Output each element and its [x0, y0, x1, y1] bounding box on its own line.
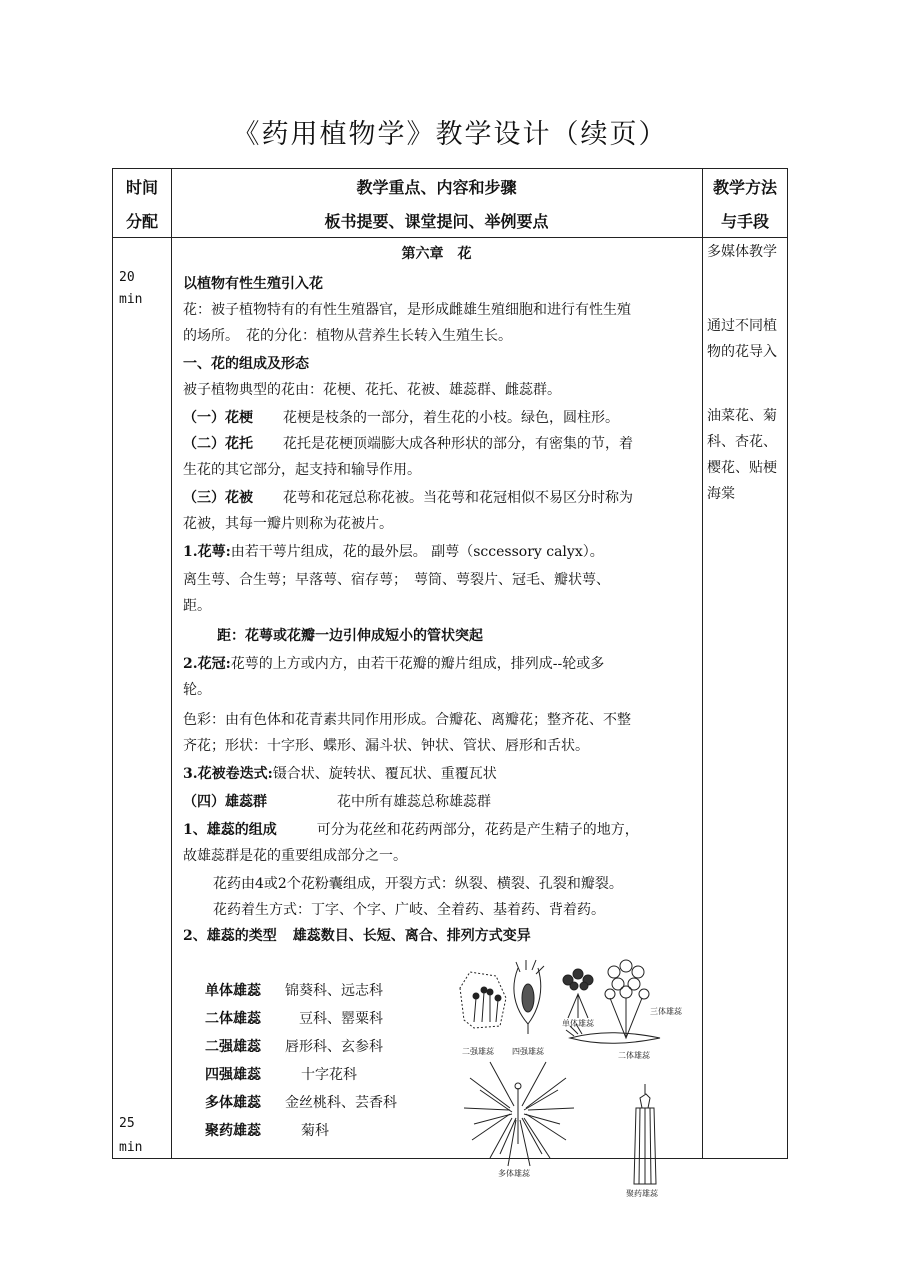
stamen-types-line: [183, 925, 531, 947]
section-text: 被子植物典型的花由：花梗、花托、花被、雄蕊群、雌蕊群。: [183, 382, 561, 398]
method-multimedia: 多媒体教学: [707, 244, 777, 260]
stamen-type-row: [205, 1117, 329, 1145]
header-content-line1: 教学重点、内容和步骤: [356, 178, 517, 197]
stamen-type-name: 四强雄蕊: [205, 1067, 261, 1083]
polyadelphous-label: 多体雄蕊: [498, 1169, 530, 1178]
polyadelphous-stamen-figure: [464, 1062, 574, 1166]
triadelphous-stamen-figure: [605, 960, 649, 1038]
receptacle-paragraph: [183, 433, 633, 455]
stamen-type-family: 菊科: [301, 1123, 329, 1139]
definition-line2: 的场所。 花的分化：植物从营养生长转入生殖生长。: [183, 328, 512, 344]
aestivation-paragraph: [183, 763, 497, 785]
method-examples: 油菜花、菊科、杏花、樱花、贴梗海棠: [707, 408, 777, 502]
color-text: 色彩：由有色体和花青素共同作用形成。合瓣花、离瓣花；整齐花、不整: [183, 712, 631, 728]
intro-line: 以植物有性生殖引入花: [183, 276, 323, 292]
chapter-title: 第六章 花: [401, 246, 472, 262]
calyx-types: 离生萼、合生萼；早落萼、宿存萼； 萼筒、萼裂片、冠毛、瓣状萼、: [183, 572, 610, 588]
calyx-paragraph: [183, 541, 604, 563]
perianth-paragraph: [183, 487, 633, 509]
stamen-type-name: 单体雄蕊: [205, 983, 261, 999]
stamen-composition: [183, 819, 639, 841]
receptacle-text: 花托是花梗顶端膨大成各种形状的部分，有密集的节，着: [283, 436, 633, 452]
androecium-heading: （四）雄蕊群: [183, 794, 267, 810]
stamen-type-name: 二体雄蕊: [205, 1011, 261, 1027]
didynamous-label: 二强雄蕊: [462, 1047, 494, 1056]
time-25-unit: min: [119, 1140, 143, 1155]
header-time-col: [113, 171, 171, 239]
perianth-text-2: 花被，其每一瓣片则称为花被片。: [183, 516, 393, 532]
corolla-heading: 2.花冠:: [183, 656, 231, 672]
header-content-line2: 板书提要、课堂提问、举例要点: [324, 212, 549, 231]
aestivation-text: 镊合状、旋转状、覆瓦状、重覆瓦状: [272, 766, 497, 782]
calyx-types-2: 距。: [183, 598, 211, 614]
syngenesious-stamen-figure: [634, 1084, 656, 1184]
stamen-type-family: 锦葵科、远志科: [285, 983, 383, 999]
stamen-type-family: 金丝桃科、芸香科: [285, 1095, 397, 1111]
header-method-line2: 与手段: [720, 212, 769, 231]
corolla-paragraph: [183, 653, 604, 675]
stamen-types-heading: 2、雄蕊的类型: [183, 928, 277, 944]
syngenesious-label: 聚药雄蕊: [626, 1189, 658, 1198]
column-divider: [702, 169, 703, 1158]
header-method-col: [702, 171, 788, 239]
monadelphous-stamen-figure: [563, 969, 593, 1018]
anther-attachment: 花药着生方式：丁字、个字、广岐、全着药、基着药、背着药。: [213, 902, 605, 918]
page-title: 《药用植物学》教学设计（续页）: [232, 119, 668, 150]
corolla-text: 花萼的上方或内方，由若干花瓣的瓣片组成，排列成--轮或多: [230, 656, 605, 672]
stamen-type-row: [205, 1033, 383, 1061]
header-content-col: [171, 171, 702, 239]
time-20: 20: [119, 270, 135, 285]
stamen-type-row: [205, 1061, 357, 1089]
header-time-line1: 时间: [125, 178, 158, 197]
tetradynamous-label: 四强雄蕊: [512, 1047, 544, 1056]
stamen-types-text: 雄蕊数目、长短、离合、排列方式变异: [292, 928, 531, 944]
color-text-2: 齐花；形状：十字形、蝶形、漏斗状、钟状、管状、唇形和舌状。: [183, 738, 589, 754]
stamen-illustrations: [450, 958, 690, 1203]
calyx-text: 由若干萼片组成，花的最外层。 副萼（sccessory calyx）。: [230, 544, 604, 560]
perianth-heading: （三）花被: [183, 490, 253, 506]
pedicel-paragraph: [183, 407, 619, 429]
column-divider: [171, 169, 172, 1158]
diadelphous-label: 二体雄蕊: [618, 1051, 650, 1060]
stamen-type-name: 二强雄蕊: [205, 1039, 261, 1055]
stamen-type-name: 聚药雄蕊: [205, 1123, 261, 1139]
perianth-text: 花萼和花冠总称花被。当花萼和花冠相似不易区分时称为: [283, 490, 633, 506]
pedicel-heading: （一）花梗: [183, 410, 253, 426]
didynamous-stamen-figure: [460, 972, 506, 1028]
header-time-line2: 分配: [125, 212, 158, 231]
spur-definition: 距：花萼或花瓣一边引伸成短小的管状突起: [217, 628, 483, 644]
calyx-heading: 1.花萼:: [183, 544, 231, 560]
stamen-composition-text-2: 故雄蕊群是花的重要组成部分之一。: [183, 848, 407, 864]
definition-line1: 花：被子植物特有的有性生殖器官，是形成雌雄生殖细胞和进行有性生殖: [183, 302, 631, 318]
stamen-type-family: 十字花科: [301, 1067, 357, 1083]
monadelphous-label: 单体雄蕊: [562, 1019, 594, 1028]
stamen-type-row: [205, 977, 383, 1005]
stamen-type-name: 多体雄蕊: [205, 1095, 261, 1111]
androecium-paragraph: [183, 791, 491, 813]
stamen-composition-text: 可分为花丝和花药两部分，花药是产生精子的地方，: [316, 822, 639, 838]
corolla-text-2: 轮。: [183, 682, 211, 698]
stamen-type-family: 豆科、罂粟科: [299, 1011, 383, 1027]
method-introduction: 通过不同植物的花导入: [707, 318, 777, 360]
stamen-type-row: [205, 1005, 383, 1033]
triadelphous-label: 三体雄蕊: [650, 1007, 682, 1016]
androecium-text: 花中所有雄蕊总称雄蕊群: [337, 794, 491, 810]
stamen-type-family: 唇形科、玄参科: [285, 1039, 383, 1055]
receptacle-text-2: 生花的其它部分，起支持和输导作用。: [183, 462, 421, 478]
header-method-line1: 教学方法: [712, 178, 777, 197]
anther-dehiscence: 花药由4或2个花粉囊组成，开裂方式：纵裂、横裂、孔裂和瓣裂。: [213, 876, 623, 892]
section-heading: 一、花的组成及形态: [183, 356, 309, 372]
stamen-type-row: [205, 1089, 397, 1117]
time-25: 25: [119, 1116, 135, 1131]
stamen-composition-heading: 1、雄蕊的组成: [183, 822, 277, 838]
tetradynamous-stamen-figure: [514, 960, 544, 1034]
time-20-unit: min: [119, 292, 143, 307]
aestivation-heading: 3.花被卷迭式:: [183, 766, 273, 782]
pedicel-text: 花梗是枝条的一部分，着生花的小枝。绿色，圆柱形。: [283, 410, 619, 426]
receptacle-heading: （二）花托: [183, 436, 253, 452]
